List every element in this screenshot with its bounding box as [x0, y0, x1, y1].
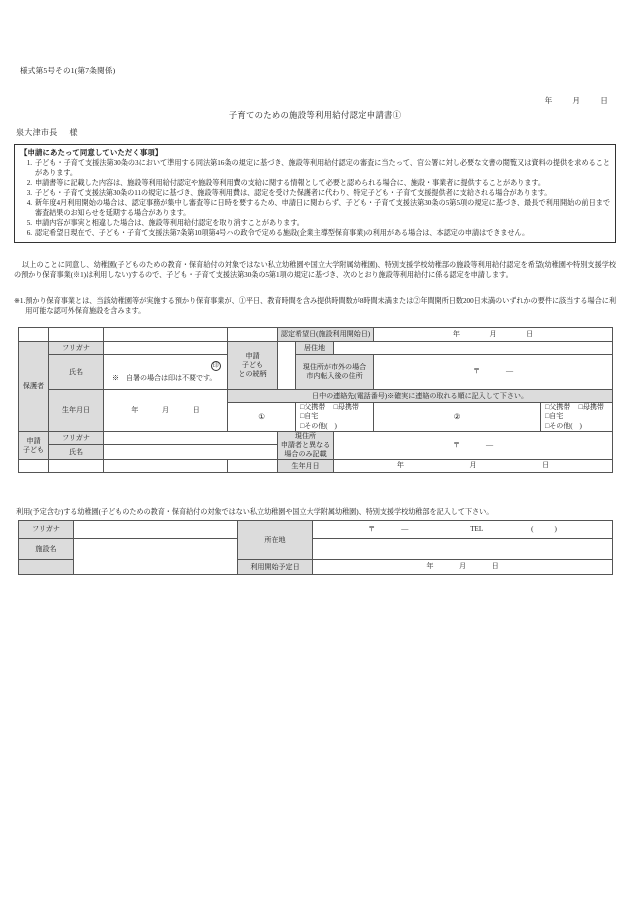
contact-1-checkboxes[interactable] — [296, 403, 374, 432]
contact-header-label: 日中の連絡先(電話番号)※確実に連絡の取れる順に記入して下さい。 — [228, 390, 613, 403]
checkbox-home-1[interactable]: □自宅 — [300, 412, 319, 421]
child-label-line2: 子ども — [22, 445, 45, 454]
date-year-label: 年 — [544, 96, 553, 105]
checkbox-father-mobile-1[interactable]: □父携帯 — [300, 403, 326, 412]
spacer-cell — [49, 328, 104, 342]
checkbox-father-mobile-2[interactable]: □父携帯 — [545, 403, 571, 412]
approval-date-input[interactable] — [374, 328, 613, 342]
consent-box — [14, 144, 616, 243]
checkbox-home-2[interactable]: □自宅 — [545, 412, 564, 421]
spacer-cell — [104, 460, 228, 473]
table-row-child-birth — [19, 460, 613, 473]
note-paragraph — [14, 296, 616, 316]
consent-item-number: 5. — [26, 218, 32, 227]
child-birth-year: 年 — [396, 461, 404, 470]
facility-start-date-input[interactable] — [313, 560, 613, 575]
residence-label: 居住地 — [296, 342, 334, 355]
facility-furigana-input[interactable] — [74, 521, 238, 539]
guardian-birth-day: 日 — [192, 405, 200, 414]
guardian-birth-year: 年 — [131, 405, 139, 414]
approval-date-month: 月 — [489, 329, 497, 338]
guardian-birth-label: 生年月日 — [49, 390, 104, 432]
page-title: 子育てのための施設等利用給付認定申請書① — [228, 111, 402, 120]
child-address-input[interactable] — [334, 432, 613, 460]
addressee-honorific: 様 — [69, 128, 78, 137]
relation-label — [228, 342, 278, 390]
facility-location-input-2[interactable] — [313, 539, 613, 560]
contact-1-marker: ① — [258, 411, 265, 421]
spacer-cell — [104, 328, 228, 342]
applicant-table-container — [18, 327, 612, 473]
relation-label-line1: 申請 — [245, 352, 260, 361]
facility-start-day: 日 — [491, 562, 499, 571]
form-code: 様式第5号その1(第7条関係) — [20, 66, 116, 75]
child-birth-month: 月 — [469, 461, 477, 470]
facility-start-date-label-spacer — [19, 560, 74, 575]
addressee-name: 泉大津市長 — [16, 128, 58, 137]
guardian-furigana-label: フリガナ — [49, 342, 104, 355]
contact-2-checkbox-row1[interactable] — [541, 403, 612, 412]
zip-icon: 〒 — [472, 367, 481, 376]
table-row-guardian-furigana — [19, 342, 613, 355]
guardian-furigana-input[interactable] — [104, 342, 228, 355]
consent-item-text: 子ども・子育て支援法第30条の3において準用する同法第16条の規定に基づき、施設等利用給付認定の審査に当たって、官公署に対し必要な文書の閲覧又は資料の提供を求めることがあります。 — [35, 158, 610, 177]
seal-icon: 印 — [211, 361, 222, 372]
table-row-guardian-name — [19, 355, 613, 390]
agreement-paragraph: 以上のことに同意し、幼稚園(子どものための教育・保育給付の対象ではない私立幼稚園や国立大学附属幼稚園)、特別支援学校幼稚部の施設等利用給付認定を希望(幼稚園や特別支援学校の預かり保育事業(※1)は利用しない)するので、子ども・子育て支援法第30条の5第1項の規定に基づき、次のとおり施設等利用給付に係る認定を申請します。 — [14, 261, 616, 280]
relation-label-line2: 子ども — [241, 361, 264, 370]
child-furigana-input[interactable] — [104, 432, 278, 445]
zip-dash: — — [506, 367, 514, 376]
seal-mark-container — [104, 361, 227, 372]
consent-item-text: 新年度4月利用開始の場合は、認定事務が集中し審査等に日時を要するため、申請日に関わらず、子ども・子育て支援法第30条の5第5項の規定に基づき、最長で利用開始の前日まで審査結果のお知らせを延期する場合があります。 — [35, 199, 610, 217]
consent-list — [20, 159, 610, 239]
checkbox-other-2[interactable]: □その他( ) — [545, 421, 582, 430]
child-address-line2: 申請者と異なる — [280, 441, 331, 450]
spacer-cell — [228, 460, 278, 473]
consent-item-number: 2. — [26, 178, 32, 187]
consent-item-number: 3. — [26, 188, 32, 197]
guardian-label: 保護者 — [19, 342, 49, 432]
consent-item — [20, 219, 610, 229]
consent-item-number: 1. — [26, 158, 32, 167]
approval-date-year: 年 — [452, 329, 460, 338]
checkbox-mother-mobile-2[interactable]: □母携帯 — [578, 403, 604, 412]
contact-2-checkboxes[interactable] — [541, 403, 613, 432]
consent-item — [20, 199, 610, 218]
guardian-name-input[interactable] — [104, 355, 228, 390]
child-birth-label: 生年月日 — [278, 460, 334, 473]
residence-input[interactable] — [334, 342, 613, 355]
facility-section-title: 利用(予定含む)する幼稚園(子どものための教育・保育給付の対象ではない私立幼稚園や国立大学附属幼稚園)、特別支援学校幼稚部を記入して下さい。 — [16, 508, 494, 516]
facility-start-date-label: 利用開始予定日 — [238, 560, 313, 575]
facility-zip-dash: — — [401, 524, 409, 533]
consent-title: 【申請にあたって同意していただく事項】 — [20, 148, 163, 157]
table-row-facility-name — [19, 539, 613, 560]
guardian-birth-month: 月 — [161, 405, 170, 414]
facility-start-ymd — [426, 562, 498, 570]
applicant-table — [18, 327, 613, 473]
consent-item — [20, 229, 610, 239]
outside-address-line2: 市内転入後の住所 — [306, 372, 363, 380]
child-label — [19, 432, 49, 460]
facility-table — [18, 520, 613, 575]
table-row-child-furigana — [19, 432, 613, 445]
child-birth-day: 日 — [542, 461, 550, 470]
addressee — [16, 128, 78, 139]
child-birth-ymd — [397, 461, 549, 469]
approval-date-day: 日 — [526, 329, 534, 338]
consent-item-number: 6. — [26, 229, 32, 238]
child-address-label — [278, 432, 334, 460]
consent-item-text: 認定希望日現在で、子ども・子育て支援法第7条第10項第4号ハの政令で定める施設(企業主導型保育事業)の利用がある場合は、本認定の申請はできません。 — [35, 229, 530, 238]
contact-1-checkbox-row1[interactable] — [296, 403, 373, 412]
note-mark: ※1. — [14, 297, 26, 305]
facility-tel-label: TEL — [470, 524, 484, 533]
consent-item — [20, 159, 610, 178]
submission-date — [545, 96, 608, 106]
child-address-line1: 現住所 — [294, 432, 317, 441]
approval-date-ymd — [453, 330, 533, 338]
contact-2-marker: ② — [453, 411, 461, 421]
child-zip-icon: 〒 — [452, 440, 461, 449]
outside-address-line1: 現住所が市外の場合 — [302, 363, 367, 372]
child-birth-input[interactable] — [334, 460, 613, 473]
outside-address-input[interactable] — [374, 355, 613, 390]
child-label-line1: 申請 — [26, 436, 41, 445]
spacer-cell — [49, 460, 104, 473]
consent-item — [20, 189, 610, 199]
facility-start-month: 月 — [458, 562, 467, 571]
facility-location-input[interactable] — [313, 521, 613, 539]
child-address-line3: 場合のみ記載 — [284, 449, 327, 458]
approval-date-label: 認定希望日(施設利用開始日) — [278, 328, 374, 342]
contact-1-input[interactable] — [228, 403, 296, 432]
contact-2-input[interactable] — [374, 403, 541, 432]
date-day-label: 日 — [600, 96, 608, 105]
seal-note: ※ 自署の場合は印は不要です。 — [112, 374, 217, 382]
consent-item-text: 申請内容が事実と相違した場合は、施設等利用給付認定を取り消すことがあります。 — [35, 218, 304, 227]
note-text: 預かり保育事業とは、当該幼稚園等が実施する預かり保育事業が、①平日、教育時間を含み提供時間数が8時間未満または②年間開所日数200日未満のいずれかの要件に該当する場合に利用可能な認可外保育施設を含みます。 — [25, 297, 616, 316]
child-furigana-label: フリガナ — [49, 432, 104, 445]
child-name-input[interactable] — [104, 445, 278, 460]
facility-furigana-label: フリガナ — [19, 521, 74, 539]
relation-input[interactable] — [278, 342, 296, 390]
relation-label-line3: との続柄 — [238, 369, 267, 378]
table-row-contact-header — [19, 390, 613, 403]
child-name-label: 氏名 — [49, 445, 104, 460]
outside-address-label — [296, 355, 374, 390]
facility-name-input[interactable] — [74, 539, 238, 575]
consent-item — [20, 179, 610, 189]
spacer-cell — [19, 328, 49, 342]
checkbox-other-1[interactable]: □その他( ) — [300, 421, 337, 430]
guardian-birth-input[interactable] — [104, 390, 228, 432]
facility-tel-paren: ( ) — [531, 524, 557, 533]
checkbox-mother-mobile-1[interactable]: □母携帯 — [333, 403, 359, 412]
guardian-name-label: 氏名 — [49, 355, 104, 390]
table-row-facility-furigana — [19, 521, 613, 539]
facility-table-container — [18, 520, 612, 575]
guardian-name-cell — [104, 361, 227, 384]
facility-location-label: 所在地 — [238, 521, 313, 560]
consent-item-text: 申請書等に記載した内容は、施設等利用給付認定や施設等利用費の支給に関する情報として必要と認められる場合に、施設・事業者に提供することがあります。 — [35, 178, 545, 187]
spacer-cell — [19, 460, 49, 473]
guardian-birth-ymd — [131, 406, 199, 414]
child-zip-dash: — — [486, 440, 494, 449]
facility-zip-icon: 〒 — [368, 524, 376, 533]
facility-name-label: 施設名 — [19, 539, 74, 560]
date-month-label: 月 — [572, 96, 581, 105]
table-row-approval-date — [19, 328, 613, 342]
spacer-cell — [228, 328, 278, 342]
consent-item-number: 4. — [26, 199, 32, 208]
consent-item-text: 子ども・子育て支援法第30条の11の規定に基づき、施設等利用費は、認定を受けた保護者に代わり、特定子ども・子育て支援提供者に支給される場合があります。 — [35, 188, 552, 197]
facility-start-year: 年 — [426, 562, 434, 571]
